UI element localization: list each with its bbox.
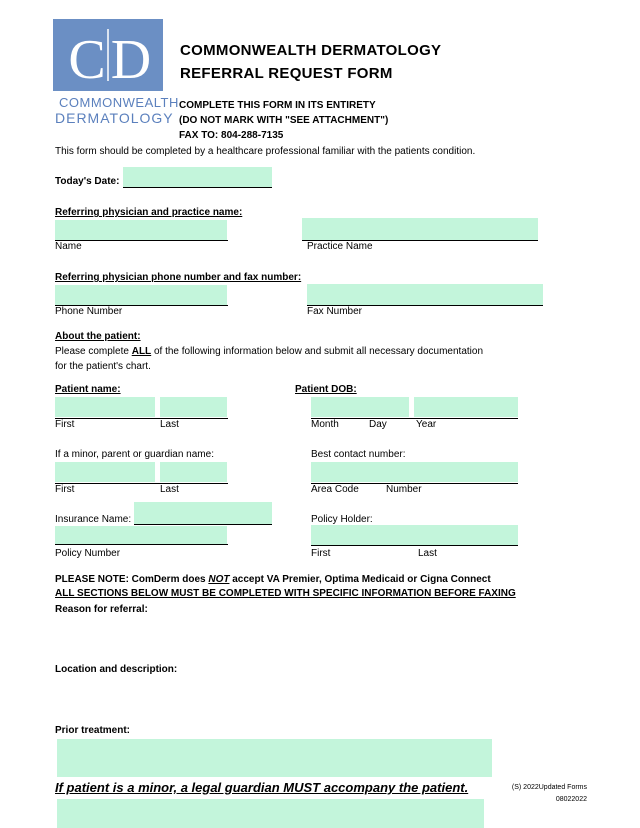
todays-date-label: Today's Date: bbox=[55, 176, 120, 187]
insurance-label: Insurance Name: bbox=[55, 514, 132, 525]
guardian-first-name-field[interactable] bbox=[55, 462, 155, 482]
logo-mark bbox=[53, 19, 163, 91]
practice-name-label: Practice Name bbox=[307, 241, 373, 252]
guardian-last-name-field[interactable] bbox=[160, 462, 227, 482]
patient-first-label: First bbox=[55, 419, 75, 430]
form-id-line2: 08022022 bbox=[555, 796, 587, 803]
form-title-1: COMMONWEALTH DERMATOLOGY bbox=[180, 42, 442, 59]
dob-month-day-field[interactable] bbox=[311, 397, 409, 417]
patient-name-line bbox=[55, 418, 228, 419]
contact-label: Best contact number: bbox=[311, 449, 406, 460]
form-title-2: REFERRAL REQUEST FORM bbox=[180, 65, 393, 82]
footer-field[interactable] bbox=[57, 799, 484, 828]
logo-initial-d: D bbox=[110, 29, 152, 91]
policy-number-field[interactable] bbox=[55, 526, 227, 544]
guardian-label: If a minor, parent or guardian name: bbox=[55, 449, 214, 460]
number-label: Number bbox=[386, 484, 422, 495]
insurance-name-field[interactable] bbox=[134, 502, 272, 524]
guardian-last-label: Last bbox=[160, 484, 179, 495]
physician-name-field[interactable] bbox=[55, 220, 227, 240]
instruction-1: COMPLETE THIS FORM IN ITS ENTIRETY bbox=[179, 100, 376, 111]
intro-text: This form should be completed by a healthcare professional familiar with the patients condition. bbox=[55, 146, 476, 157]
patient-dob-heading: Patient DOB: bbox=[295, 384, 357, 395]
policy-number-line bbox=[55, 544, 228, 545]
dob-year-label: Year bbox=[416, 419, 437, 430]
policy-holder-line bbox=[311, 545, 518, 546]
todays-date-line bbox=[123, 187, 272, 188]
practice-name-field[interactable] bbox=[302, 218, 538, 240]
patient-name-heading: Patient name: bbox=[55, 384, 121, 395]
fax-number-label: Fax Number bbox=[307, 306, 363, 317]
patient-last-label: Last bbox=[160, 419, 179, 430]
logo-graphic bbox=[53, 19, 163, 91]
area-code-label: Area Code bbox=[311, 484, 359, 495]
insurance-name-line bbox=[134, 524, 272, 525]
logo-line1: COMMONWEALTH bbox=[59, 95, 179, 110]
reason-label: Reason for referral: bbox=[55, 604, 148, 615]
phone-fax-heading: Referring physician phone number and fax number: bbox=[55, 272, 302, 283]
logo-initial-c: C bbox=[68, 29, 106, 91]
todays-date-field[interactable] bbox=[123, 167, 272, 187]
phone-number-field[interactable] bbox=[55, 285, 227, 305]
completion-notice: ALL SECTIONS BELOW MUST BE COMPLETED WITH SPECIFIC INFORMATION BEFORE FAXING bbox=[55, 588, 516, 599]
location-field[interactable] bbox=[55, 678, 495, 718]
policy-holder-field[interactable] bbox=[311, 525, 518, 545]
physician-name-label: Name bbox=[55, 241, 82, 252]
fax-number-field[interactable] bbox=[307, 284, 543, 305]
guardian-first-label: First bbox=[55, 484, 75, 495]
patient-last-name-field[interactable] bbox=[160, 397, 227, 417]
dob-line bbox=[311, 418, 518, 419]
about-heading: About the patient: bbox=[55, 331, 141, 342]
dob-year-field[interactable] bbox=[414, 397, 518, 417]
prior-treatment-field[interactable] bbox=[57, 739, 492, 777]
reason-field[interactable] bbox=[55, 618, 495, 658]
policy-number-label: Policy Number bbox=[55, 548, 121, 559]
form-id-line1: (S) 2022Updated Forms bbox=[511, 784, 587, 791]
policy-holder-first-label: First bbox=[311, 548, 331, 559]
about-text: Please complete ALL of the following information below and submit all necessary documentation bbox=[55, 346, 484, 357]
about-text-line2: for the patient's chart. bbox=[55, 361, 151, 372]
policy-holder-last-label: Last bbox=[418, 548, 437, 559]
instruction-2: (DO NOT MARK WITH "SEE ATTACHMENT") bbox=[179, 115, 389, 126]
dob-day-label: Day bbox=[369, 419, 387, 430]
fax-number: FAX TO: 804-288-7135 bbox=[179, 130, 284, 141]
policy-holder-label: Policy Holder: bbox=[311, 514, 373, 525]
logo-line2: DERMATOLOGY bbox=[55, 110, 174, 126]
location-label: Location and description: bbox=[55, 664, 178, 675]
insurance-notice: PLEASE NOTE: ComDerm does NOT accept VA Premier, Optima Medicaid or Cigna Connect bbox=[55, 574, 491, 585]
referring-heading: Referring physician and practice name: bbox=[55, 207, 243, 218]
guardian-line bbox=[55, 483, 228, 484]
prior-treatment-label: Prior treatment: bbox=[55, 725, 131, 736]
phone-number-label: Phone Number bbox=[55, 306, 123, 317]
contact-number-field[interactable] bbox=[311, 462, 518, 482]
patient-first-name-field[interactable] bbox=[55, 397, 155, 417]
dob-month-label: Month bbox=[311, 419, 339, 430]
guardian-requirement: If patient is a minor, a legal guardian MUST accompany the patient. bbox=[55, 780, 469, 795]
